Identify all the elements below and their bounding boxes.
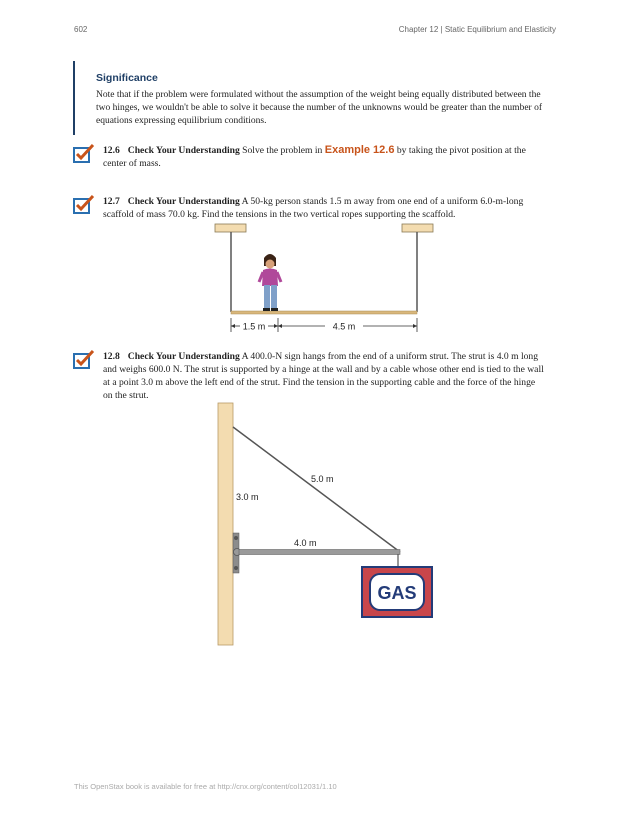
problem-number: 12.8 [103, 351, 120, 362]
sign-strut-figure [210, 400, 440, 650]
gas-sign-text: GAS [377, 583, 417, 603]
significance-box [73, 61, 555, 135]
problem-text [103, 144, 545, 170]
strut-length-label: 4.0 m [294, 538, 317, 548]
problem-text [103, 195, 545, 221]
dim-label-right: 4.5 m [332, 321, 356, 332]
significance-text: Note that if the problem were formulated without the assumption of the weight being equally distributed between the two hinges, we wouldn't be able to solve it because the number of the unknowns would be greater than the number of equations expressing equilibrium conditions. [96, 90, 542, 126]
wall [218, 403, 233, 645]
vertical-length-label: 3.0 m [236, 492, 259, 502]
strut [239, 550, 400, 555]
significance-title: Significance [96, 72, 158, 84]
person-icon [259, 254, 281, 311]
problem-body: A 400.0-N sign hangs from the end of a uniform strut. The strut is 4.0 m long and weighs 600.0 N. The strut is supported by a hinge at the wall and by a cable whose other end is tied to the wall at a point 3.0 m above the left end of the strut. Find the tension in the supporting cable and the force of the hinge on the strut. [103, 351, 544, 401]
scaffold-plank [231, 311, 417, 314]
problem-body-a: Solve the problem in [239, 145, 325, 156]
problem-text [103, 350, 545, 402]
dim-label-left: 1.5 m [242, 321, 266, 332]
problem-body: A 50-kg person stands 1.5 m away from one end of a uniform 6.0-m-long scaffold of mass 70.0 kg. Find the tensions in the two vertical ropes supporting the scaffold. [103, 196, 524, 220]
page-number: 602 [74, 25, 88, 34]
checkbox-check-icon [73, 350, 95, 370]
problem-label: Check Your Understanding [127, 196, 240, 207]
problem-number: 12.7 [103, 196, 120, 207]
problem-body-b: by taking the pivot position at the center of mass. [103, 145, 526, 169]
chapter-title: Chapter 12 | Static Equilibrium and Elasticity [398, 25, 556, 34]
left-support-block [215, 224, 246, 232]
cable-length-label: 5.0 m [311, 474, 334, 484]
checkbox-check-icon [73, 195, 95, 215]
problem-label: Check Your Understanding [127, 145, 240, 156]
checkbox-check-icon [73, 144, 95, 164]
scaffold-figure [200, 222, 450, 337]
cable [233, 427, 400, 552]
footer: This OpenStax book is available for free at http://cnx.org/content/col12031/1.10 [74, 782, 337, 791]
problem-number: 12.6 [103, 145, 120, 156]
problem-label: Check Your Understanding [127, 351, 240, 362]
right-support-block [402, 224, 433, 232]
example-link[interactable]: Example 12.6 [324, 144, 395, 156]
